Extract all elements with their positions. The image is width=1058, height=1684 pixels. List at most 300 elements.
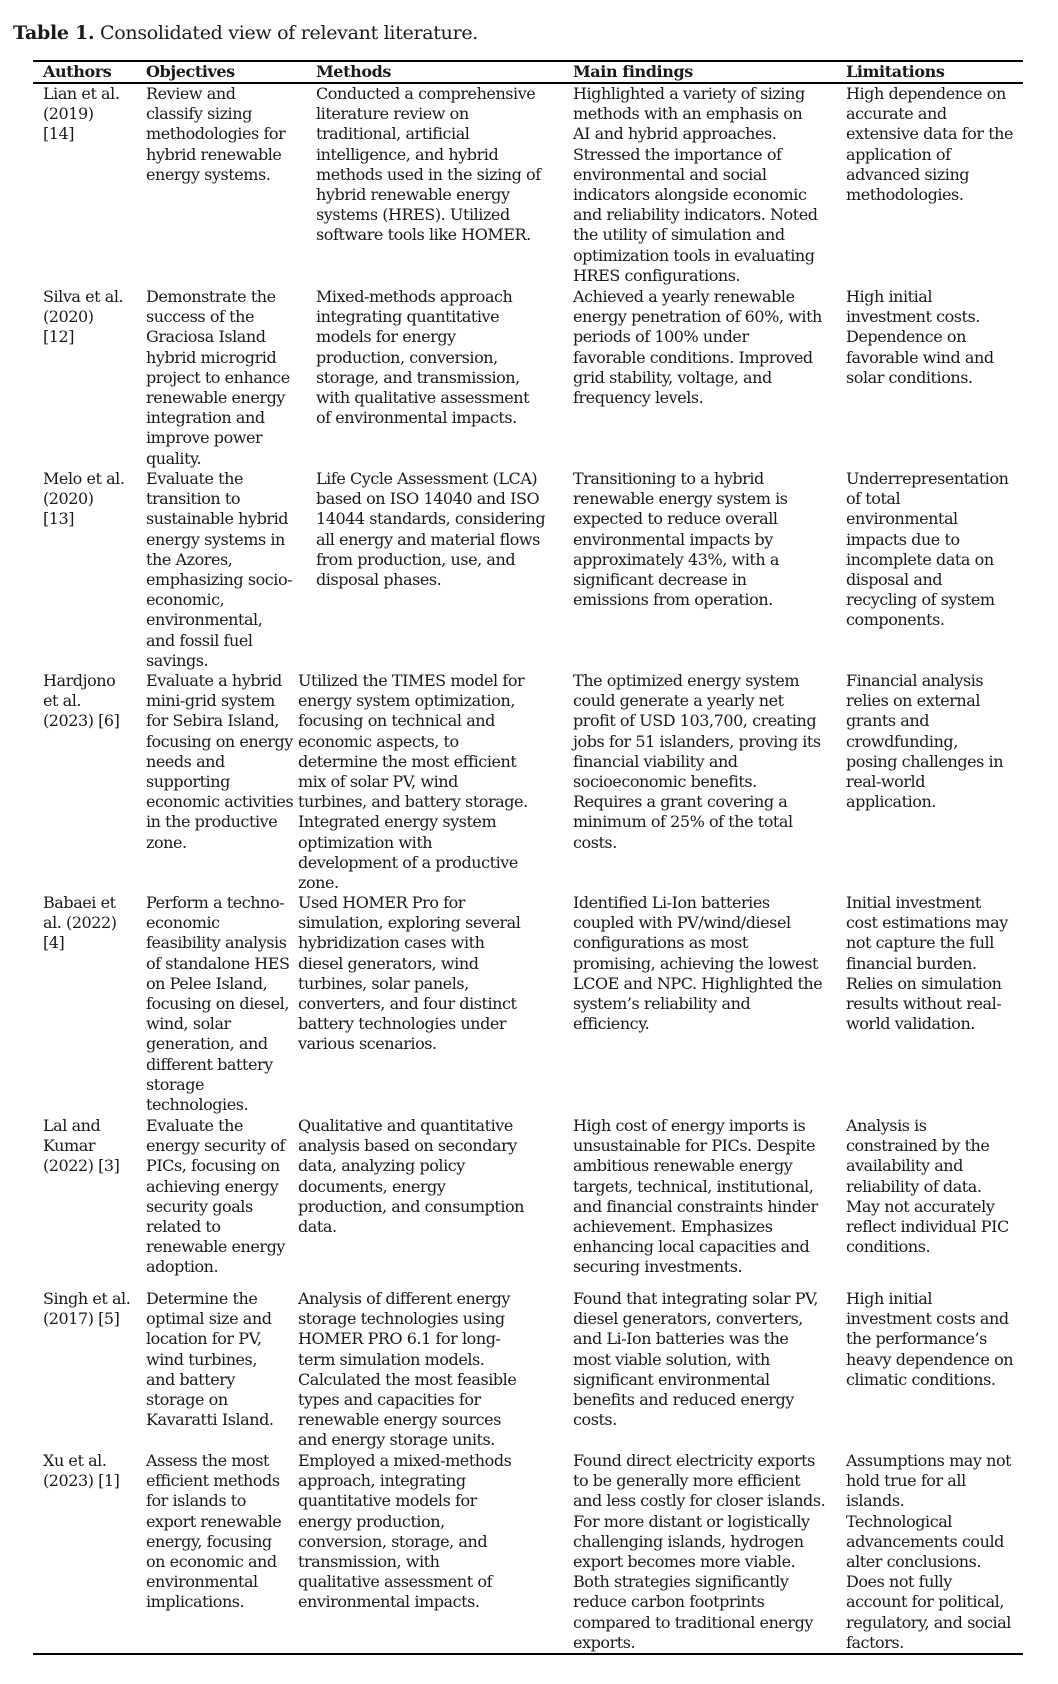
cell-line: optimal size and [146,1309,272,1329]
cell-line: Used HOMER Pro for [298,893,465,912]
cell-line: results without real- [846,994,1002,1014]
cell-line: integration and [146,408,265,428]
cell-line: (2020) [43,489,94,509]
cell-line: regulatory, and social [846,1612,1011,1632]
cell-objectives [146,671,293,853]
cell-line: emphasizing socio- [146,570,293,590]
cell-line: renewable energy [146,1237,286,1257]
header-authors: Authors [43,62,112,81]
cell-line: generation, and [146,1034,268,1054]
cell-line: Kumar [43,1136,96,1156]
cell-line: factors. [846,1632,904,1652]
cell-line: [12] [43,327,75,347]
cell-limitations [846,1451,1011,1653]
cell-line: savings. [146,650,209,670]
cell-line: promising, achieving the lowest [573,953,818,973]
cell-methods [298,671,528,893]
cell-line: different battery [146,1054,273,1074]
cell-line: Xu et al. [43,1451,107,1470]
cell-line: Achieved a yearly renewable [573,287,795,306]
cell-line: converters, and four distinct [298,994,517,1014]
cell-line: Highlighted a variety of sizing [573,84,805,103]
cell-line: cost estimations may [846,913,1008,933]
cell-main-findings [573,671,821,853]
cell-line: integrating quantitative [316,307,500,327]
cell-line: system’s reliability and [573,994,751,1014]
cell-line: methodologies. [846,185,964,205]
cell-line: Mixed-methods approach [316,287,513,306]
cell-line: configurations as most [573,933,748,953]
cell-line: Kavaratti Island. [146,1410,274,1430]
cell-line: implications. [146,1592,245,1612]
cell-line: approach, integrating [298,1471,466,1491]
cell-line: Review and [146,84,236,103]
cell-line: and less costly for closer islands. [573,1491,826,1511]
cell-line: minimum of 25% of the total [573,812,793,832]
cell-line: (2020) [43,307,94,327]
cell-methods [298,1451,511,1613]
cell-line: production, conversion, [316,347,498,367]
cell-authors [43,1116,119,1177]
cell-line: advancements could [846,1531,1004,1551]
cell-limitations [846,287,994,388]
header-methods: Methods [316,62,391,81]
cell-line: and financial constraints hinder [573,1196,818,1216]
cell-line: from production, use, and [316,549,516,569]
cell-limitations [846,893,1008,1034]
cell-line: environmental [146,1572,258,1592]
cell-line: frequency levels. [573,388,704,408]
cell-line: conversion, storage, and [298,1531,488,1551]
cell-line: focusing on diesel, [146,994,289,1014]
cell-line: coupled with PV/wind/diesel [573,913,791,933]
cell-line: Analysis of different energy [298,1289,511,1308]
cell-line: and battery [146,1369,236,1389]
cell-line: development of a productive [298,852,518,872]
cell-line: islands. [846,1491,905,1511]
cell-line: technologies. [146,1095,249,1115]
cell-line: et al. [43,691,82,711]
cell-line: advanced sizing [846,164,970,184]
cell-line: based on ISO 14040 and ISO [316,489,540,509]
header-objectives: Objectives [146,62,235,81]
cell-authors [43,287,123,348]
cell-limitations [846,469,1009,631]
cell-line: real-world [846,772,926,792]
cell-line: favorable wind and [846,347,994,367]
cell-line: wind turbines, [146,1349,257,1369]
table-caption-text: Consolidated view of relevant literature. [100,22,479,44]
cell-line: methods used in the sizing of [316,164,541,184]
cell-line: PICs, focusing on [146,1156,280,1176]
cell-line: significant decrease in [573,570,747,590]
cell-line: the Azores, [146,549,233,569]
cell-line: optimization tools in evaluating [573,245,815,265]
cell-main-findings [573,287,822,408]
cell-line: (2019) [43,104,94,124]
cell-line: benefits and reduced energy [573,1390,794,1410]
cell-authors [43,1451,119,1491]
cell-line: focusing on technical and [298,711,495,731]
cell-line: renewable energy [146,388,286,408]
cell-line: Both strategies significantly [573,1572,789,1592]
cell-line: disposal phases. [316,570,442,590]
cell-line: intelligence, and hybrid [316,144,499,164]
cell-line: Qualitative and quantitative [298,1116,513,1135]
cell-objectives [146,469,292,671]
cell-line: components. [846,610,945,630]
cell-line: and fossil fuel [146,630,253,650]
cell-line: availability and [846,1156,963,1176]
cell-line: incomplete data on [846,549,994,569]
cell-line: all energy and material flows [316,529,540,549]
cell-line: zone. [298,873,339,893]
cell-line: production, and consumption [298,1196,525,1216]
cell-methods [298,1116,524,1237]
cell-line: traditional, artificial [316,124,470,144]
cell-line: indicators alongside economic [573,185,807,205]
cell-line: qualitative assessment of [298,1572,493,1592]
cell-line: quality. [146,448,202,468]
cell-line: al. (2022) [43,913,117,933]
cell-main-findings [573,1289,818,1430]
cell-authors [43,1289,130,1329]
cell-line: Evaluate the [146,1116,244,1135]
cell-line: export renewable [146,1511,282,1531]
cell-line: Initial investment [846,893,981,912]
table-bottom-rule [33,1653,1023,1655]
cell-line: and energy storage units. [298,1430,495,1450]
cell-main-findings [573,84,818,286]
cell-line: recycling of system [846,590,995,610]
cell-line: project to enhance [146,367,290,387]
cell-line: Evaluate a hybrid [146,671,282,690]
cell-line: application. [846,792,936,812]
cell-line: Requires a grant covering a [573,792,788,812]
cell-line: Hardjono [43,671,116,690]
cell-line: High cost of energy imports is [573,1116,806,1135]
cell-line: turbines, and battery storage. [298,792,528,812]
cell-line: supporting [146,772,230,792]
cell-line: security goals [146,1196,253,1216]
cell-line: challenging islands, hydrogen [573,1531,804,1551]
cell-line: investment costs. [846,307,980,327]
cell-line: environmental impacts by [573,529,773,549]
cell-line: (2023) [1] [43,1471,120,1491]
cell-line: mix of solar PV, wind [298,772,458,792]
cell-line: export becomes more viable. [573,1552,796,1572]
cell-limitations [846,84,1013,205]
cell-line: crowdfunding, [846,731,958,751]
cell-line: various scenarios. [298,1034,437,1054]
cell-line: environmental and social [573,164,767,184]
cell-line: Employed a mixed-methods [298,1451,512,1470]
cell-line: Graciosa Island [146,327,266,347]
cell-line: data. [298,1217,337,1237]
cell-methods [298,1289,516,1451]
cell-line: Found direct electricity exports [573,1451,815,1470]
cell-line: location for PV, [146,1329,262,1349]
cell-line: Technological [846,1511,952,1531]
cell-line: related to [146,1217,221,1237]
cell-line: Identified Li-Ion batteries [573,893,770,912]
cell-line: Conducted a comprehensive [316,84,536,103]
cell-line: hybrid renewable [146,144,282,164]
cell-line: determine the most efficient [298,751,517,771]
cell-line: on economic and [146,1552,277,1572]
cell-line: with qualitative assessment [316,388,530,408]
cell-line: account for political, [846,1592,1004,1612]
cell-line: periods of 100% under [573,327,749,347]
cell-line: costs. [573,1410,617,1430]
cell-line: [13] [43,509,75,529]
cell-line: Life Cycle Assessment (LCA) [316,469,538,488]
cell-authors [43,671,119,732]
cell-line: efficiency. [573,1014,650,1034]
cell-line: conditions. [846,1237,931,1257]
cell-main-findings [573,1116,818,1278]
cell-line: 14044 standards, considering [316,509,546,529]
cell-line: grid stability, voltage, and [573,367,772,387]
cell-line: emissions from operation. [573,590,773,610]
cell-line: wind, solar [146,1014,231,1034]
cell-line: energy systems in [146,529,285,549]
cell-line: adoption. [146,1257,219,1277]
cell-line: of environmental impacts. [316,408,517,428]
cell-line: significant environmental [573,1369,770,1389]
cell-line: profit of USD 103,700, creating [573,711,817,731]
cell-objectives [146,1289,274,1430]
cell-line: favorable conditions. Improved [573,347,813,367]
cell-objectives [146,893,289,1115]
cell-main-findings [573,893,822,1034]
cell-line: transition to [146,489,241,509]
cell-line: and reliability indicators. Noted [573,205,818,225]
cell-line: May not accurately [846,1196,995,1216]
cell-line: LCOE and NPC. Highlighted the [573,973,823,993]
cell-line: socioeconomic benefits. [573,772,757,792]
cell-line: software tools like HOMER. [316,225,531,245]
cell-line: on Pelee Island, [146,973,268,993]
cell-line: hybrid renewable energy [316,185,510,205]
cell-line: Found that integrating solar PV, [573,1289,818,1308]
cell-line: constrained by the [846,1136,990,1156]
cell-line: documents, energy [298,1176,446,1196]
cell-line: exports. [573,1632,636,1652]
cell-objectives [146,1116,285,1278]
cell-line: economic activities [146,792,294,812]
cell-line: storage [146,1074,205,1094]
cell-line: of standalone HES [146,953,290,973]
cell-line: Babaei et [43,893,116,912]
cell-line: the utility of simulation and [573,225,785,245]
cell-line: environmental [846,509,958,529]
cell-line: (2017) [5] [43,1309,120,1329]
header-limitations: Limitations [846,62,945,81]
cell-line: diesel generators, converters, [573,1309,803,1329]
cell-line: economic [146,913,220,933]
cell-line: compared to traditional energy [573,1612,814,1632]
cell-line: energy, focusing [146,1531,272,1551]
cell-line: targets, technical, institutional, [573,1176,814,1196]
cell-line: of total [846,489,901,509]
cell-line: extensive data for the [846,124,1014,144]
cell-limitations [846,1289,1013,1390]
cell-line: models for energy [316,327,456,347]
cell-line: storage on [146,1390,228,1410]
cell-line: storage, and transmission, [316,367,520,387]
cell-line: For more distant or logistically [573,1511,810,1531]
cell-limitations [846,671,1003,812]
cell-line: Calculated the most feasible [298,1369,517,1389]
cell-line: renewable energy sources [298,1410,501,1430]
cell-line: improve power [146,428,263,448]
cell-line: could generate a yearly net [573,691,784,711]
cell-line: Assess the most [146,1451,269,1470]
cell-line: [14] [43,124,75,144]
cell-methods [316,469,545,590]
cell-line: enhancing local capacities and [573,1237,810,1257]
cell-line: energy security of [146,1136,285,1156]
cell-line: hybridization cases with [298,933,485,953]
cell-line: turbines, solar panels, [298,973,469,993]
cell-line: hybrid microgrid [146,347,277,367]
cell-line: achieving energy [146,1176,279,1196]
cell-line: solar conditions. [846,367,973,387]
cell-line: achievement. Emphasizes [573,1217,773,1237]
cell-line: economic, [146,590,225,610]
cell-line: for islands to [146,1491,246,1511]
cell-line: diesel generators, wind [298,953,479,973]
cell-line: energy systems. [146,164,271,184]
cell-line: transmission, with [298,1552,440,1572]
cell-line: methods with an emphasis on [573,104,803,124]
cell-line: efficient methods [146,1471,280,1491]
cell-line: Relies on simulation [846,973,1002,993]
cell-line: data, analyzing policy [298,1156,465,1176]
cell-line: High initial [846,287,933,306]
cell-line: Integrated energy system [298,812,497,832]
cell-line: Stressed the importance of [573,144,782,164]
cell-line: energy production, [298,1511,445,1531]
cell-objectives [146,1451,281,1613]
cell-line: Perform a techno- [146,893,285,912]
cell-line: expected to reduce overall [573,509,778,529]
cell-limitations [846,1116,1009,1257]
cell-line: Underrepresentation [846,469,1009,488]
cell-methods [316,84,541,246]
cell-line: literature review on [316,104,469,124]
cell-line: securing investments. [573,1257,743,1277]
cell-line: Singh et al. [43,1289,131,1308]
cell-line: world validation. [846,1014,975,1034]
cell-line: for Sebira Island, [146,711,280,731]
cell-line: impacts due to [846,529,960,549]
cell-methods [298,893,520,1055]
cell-line: Lian et al. [43,84,120,103]
cell-line: [4] [43,933,65,953]
cell-line: The optimized energy system [573,671,800,690]
cell-objectives [146,84,285,185]
cell-line: Utilized the TIMES model for [298,671,525,690]
cell-line: costs. [573,832,617,852]
cell-line: reduce carbon footprints [573,1592,765,1612]
cell-line: renewable energy system is [573,489,788,509]
cell-line: Financial analysis [846,671,984,690]
cell-line: HOMER PRO 6.1 for long- [298,1329,501,1349]
cell-line: application of [846,144,951,164]
cell-line: needs and [146,751,225,771]
cell-line: and Li-Ion batteries was the [573,1329,789,1349]
cell-line: Demonstrate the [146,287,276,306]
cell-line: success of the [146,307,254,327]
cell-line: hold true for all [846,1471,966,1491]
cell-line: environmental, [146,610,263,630]
cell-line: focusing on energy [146,731,293,751]
table-caption [13,22,478,44]
cell-line: relies on external [846,691,981,711]
cell-line: energy system optimization, [298,691,515,711]
cell-line: energy penetration of 60%, with [573,307,822,327]
cell-line: Determine the [146,1289,258,1308]
cell-line: Silva et al. [43,287,124,306]
cell-line: battery technologies under [298,1014,507,1034]
cell-line: High dependence on [846,84,1006,103]
cell-line: financial burden. [846,953,977,973]
cell-authors [43,893,117,954]
cell-line: (2022) [3] [43,1156,120,1176]
cell-line: simulation, exploring several [298,913,521,933]
cell-authors [43,469,124,530]
cell-line: alter conclusions. [846,1552,982,1572]
cell-line: Assumptions may not [846,1451,1012,1470]
cell-line: most viable solution, with [573,1349,770,1369]
cell-main-findings [573,469,788,610]
cell-line: accurate and [846,104,947,124]
cell-line: Evaluate the [146,469,244,488]
cell-line: unsustainable for PICs. Despite [573,1136,815,1156]
cell-line: Does not fully [846,1572,952,1592]
table-caption-label: Table 1. [13,22,95,44]
cell-line: grants and [846,711,930,731]
cell-line: Transitioning to a hybrid [573,469,764,488]
cell-line: Melo et al. [43,469,125,488]
cell-line: posing challenges in [846,751,1004,771]
cell-line: Lal and [43,1116,101,1135]
cell-line: to be generally more efficient [573,1471,801,1491]
cell-line: mini-grid system [146,691,275,711]
cell-main-findings [573,1451,825,1653]
cell-line: optimization with [298,832,433,852]
cell-line: HRES configurations. [573,265,741,285]
cell-line: reflect individual PIC [846,1217,1009,1237]
cell-line: types and capacities for [298,1390,481,1410]
cell-line: not capture the full [846,933,994,953]
cell-line: financial viability and [573,751,738,771]
cell-line: the performance’s [846,1329,987,1349]
cell-line: analysis based on secondary [298,1136,517,1156]
cell-line: classify sizing [146,104,252,124]
cell-line: reliability of data. [846,1176,982,1196]
cell-line: quantitative models for [298,1491,477,1511]
cell-line: ambitious renewable energy [573,1156,793,1176]
cell-line: zone. [146,832,187,852]
cell-line: feasibility analysis [146,933,287,953]
cell-line: sustainable hybrid [146,509,289,529]
cell-line: in the productive [146,812,278,832]
cell-authors [43,84,119,145]
cell-line: Dependence on [846,327,966,347]
